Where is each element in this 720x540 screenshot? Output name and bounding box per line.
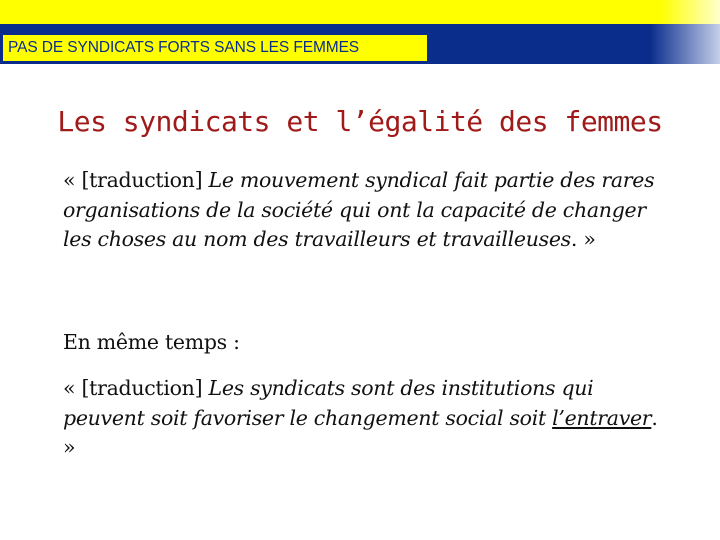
banner-title: PAS DE SYNDICATS FORTS SANS LES FEMMES	[8, 39, 360, 56]
quote-open: «	[63, 168, 82, 192]
quote-paragraph-1	[63, 166, 663, 255]
quote-paragraph-2	[63, 374, 663, 463]
slide-title: Les syndicats et l’égalité des femmes	[57, 105, 663, 138]
top-bar-fade	[660, 0, 720, 24]
quote-open: «	[63, 376, 82, 400]
quote-text: Les syndicats sont des institutions qui peuvent soit favoriser le changement social soit	[63, 376, 594, 430]
banner-fade	[650, 24, 720, 64]
quote-text: Le mouvement syndical fait partie des rares organisations de la société qui ont la capacité de changer les choses au nom des travailleurs et travailleuses	[63, 168, 655, 251]
quote-close: . »	[570, 227, 596, 251]
top-yellow-bar	[0, 0, 720, 24]
banner-title-box	[2, 34, 428, 62]
intro-line: En même temps :	[63, 330, 240, 354]
translation-tag: [traduction]	[81, 168, 209, 192]
underlined-word: l’entraver	[552, 405, 652, 430]
quote-close: . »	[63, 405, 658, 459]
translation-tag: [traduction]	[81, 376, 209, 400]
